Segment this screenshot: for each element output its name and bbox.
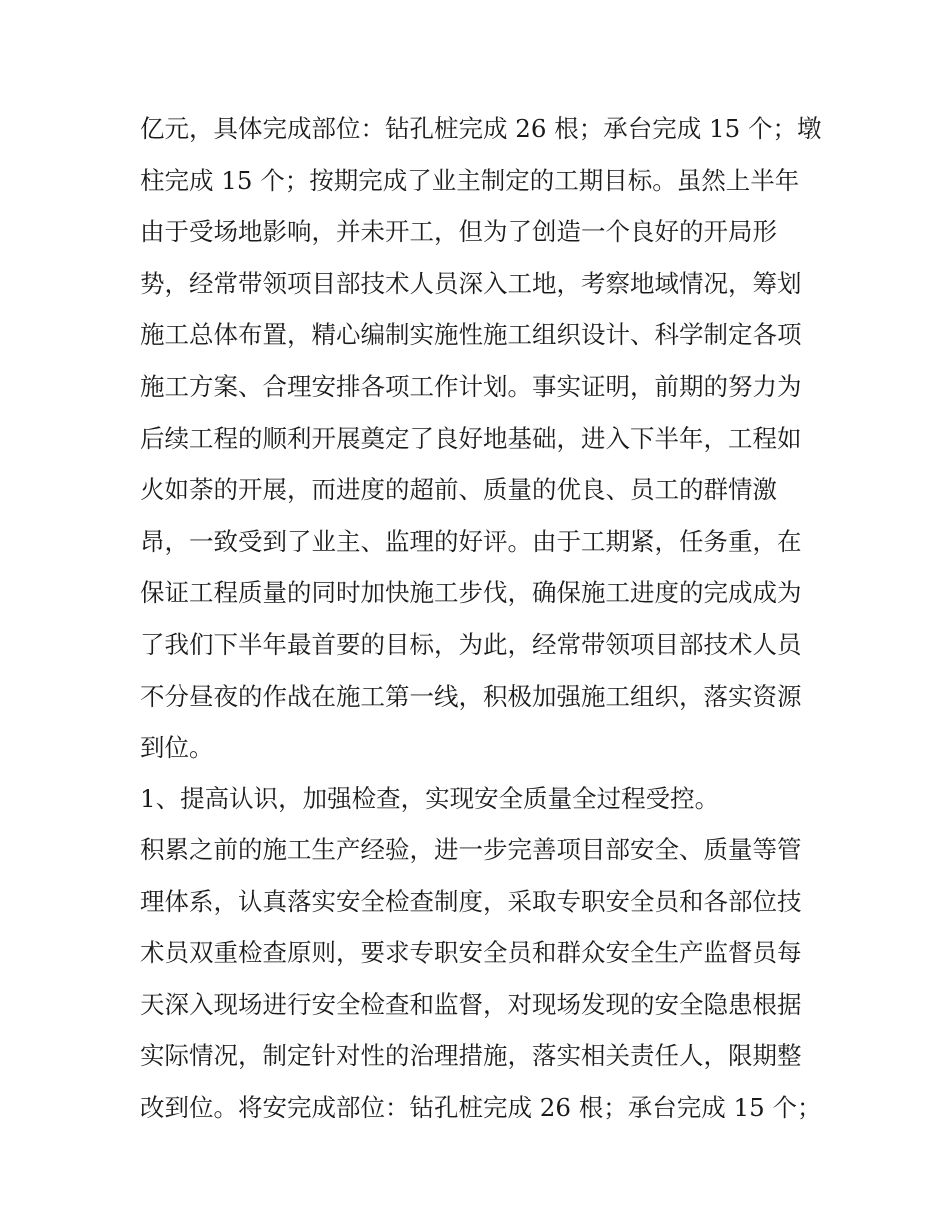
text-line: 后续工程的顺利开展奠定了良好地基础，进入下半年，工程如 xyxy=(140,423,802,453)
body-paragraph xyxy=(140,103,820,774)
text-line: 火如荼的开展，而进度的超前、质量的优良、员工的群情激 xyxy=(140,475,777,505)
text-line: 势，经常带领项目部技术人员深入工地，考察地域情况，筹划 xyxy=(140,268,802,298)
text-line: 施工总体布置，精心编制实施性施工组织设计、科学制定各项 xyxy=(140,320,802,350)
text-line: 术员双重检查原则，要求专职安全员和群众安全生产监督员每 xyxy=(140,938,802,968)
text-line: 由于受场地影响，并未开工，但为了创造一个良好的开局形 xyxy=(140,217,777,247)
text-line: 天深入现场进行安全检查和监督，对现场发现的安全隐患根据 xyxy=(140,989,802,1019)
body-paragraph xyxy=(140,824,820,1134)
text-line: 了我们下半年最首要的目标，为此，经常带领项目部技术人员 xyxy=(140,629,802,659)
section-heading xyxy=(140,773,820,825)
text-line: 到位。 xyxy=(140,733,214,763)
text-line: 亿元，具体完成部位：钻孔桩完成 26 根；承台完成 15 个；墩 xyxy=(140,114,822,143)
text-line: 昂，一致受到了业主、监理的好评。由于工期紧，任务重，在 xyxy=(140,526,802,556)
text-line: 施工方案、合理安排各项工作计划。事实证明，前期的努力为 xyxy=(140,371,802,401)
text-line: 柱完成 15 个；按期完成了业主制定的工期目标。虽然上半年 xyxy=(140,165,800,195)
text-line: 实际情况，制定针对性的治理措施，落实相关责任人，限期整 xyxy=(140,1041,802,1071)
text-line: 不分昼夜的作战在施工第一线，积极加强施工组织，落实资源 xyxy=(140,681,802,711)
text-line: 保证工程质量的同时加快施工步伐，确保施工进度的完成成为 xyxy=(140,578,802,608)
text-line: 改到位。将安完成部位：钻孔桩完成 26 根；承台完成 15 个； xyxy=(140,1092,822,1122)
text-line: 积累之前的施工生产经验，进一步完善项目部安全、质量等管 xyxy=(140,835,802,864)
section-heading-text: 1、提高认识，加强检查，实现安全质量全过程受控。 xyxy=(140,784,720,813)
text-line: 理体系，认真落实安全检查制度，采取专职安全员和各部位技 xyxy=(140,886,802,916)
